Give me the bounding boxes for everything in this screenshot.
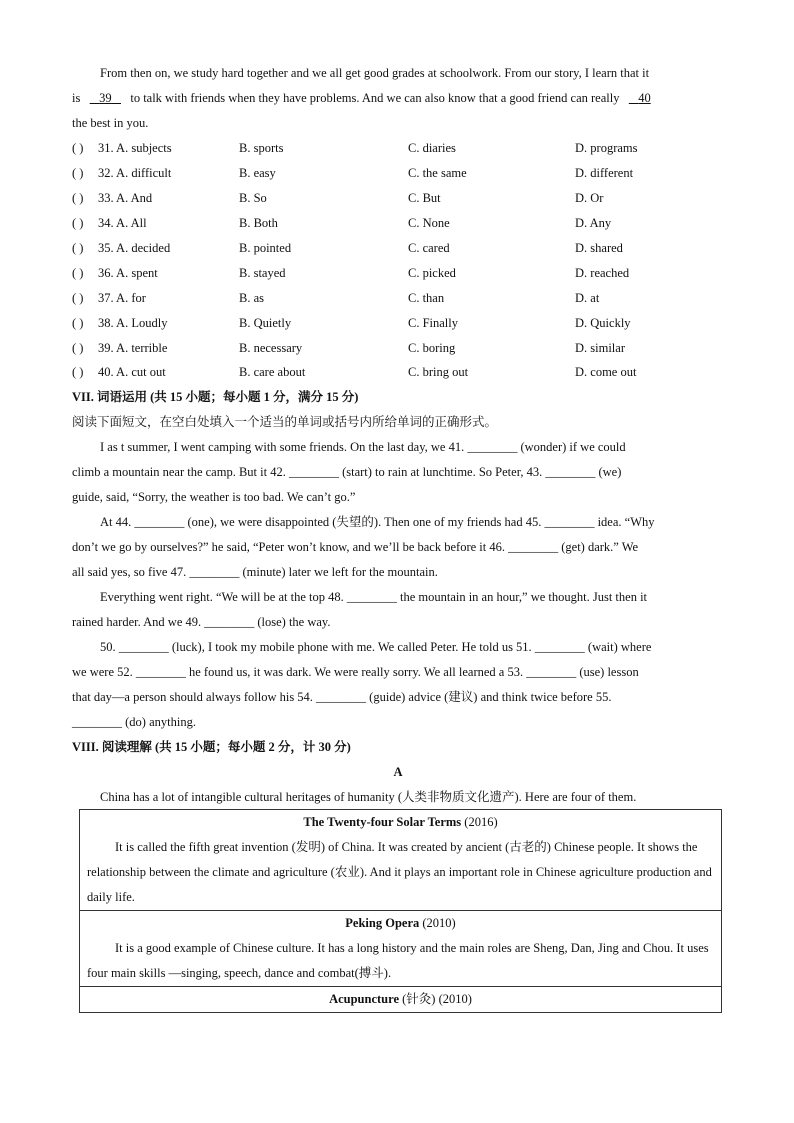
option-b: B. pointed	[239, 241, 292, 255]
option-b: B. Quietly	[239, 316, 292, 330]
option-b: B. easy	[239, 166, 276, 180]
heritage-title: Acupuncture (针灸) (2010)	[329, 992, 472, 1006]
answer-bracket[interactable]: ( )	[72, 341, 84, 355]
passage-text: to talk with friends when they have problems. And we can also know that a good friend can really	[130, 91, 620, 105]
option-d: D. Or	[575, 191, 604, 205]
option-d: D. shared	[575, 241, 623, 255]
option-c: C. But	[408, 191, 441, 205]
table-row	[80, 987, 722, 1013]
option-d: D. Any	[575, 216, 612, 230]
answer-bracket[interactable]: ( )	[72, 166, 84, 180]
heritage-text: It is a good example of Chinese culture. It has a long history and the main roles are Sheng, Dan, Jing and Chou. It uses four main skills —singing, speech, dance and combat(搏斗).	[87, 941, 709, 980]
option-c: C. cared	[408, 241, 450, 255]
option-a: 32. A. difficult	[98, 166, 172, 180]
answer-bracket[interactable]: ( )	[72, 365, 84, 379]
answer-bracket[interactable]: ( )	[72, 316, 84, 330]
option-b: B. stayed	[239, 266, 286, 280]
option-c: C. picked	[408, 266, 456, 280]
option-c: C. than	[408, 291, 445, 305]
option-b: B. necessary	[239, 341, 303, 355]
option-d: D. different	[575, 166, 634, 180]
cloze-line: guide, said, “Sorry, the weather is too bad. We can’t go.”	[72, 490, 356, 504]
cloze-line: rained harder. And we 49. ________ (lose) the way.	[72, 615, 331, 629]
option-b: B. Both	[239, 216, 278, 230]
option-b: B. So	[239, 191, 267, 205]
option-d: D. programs	[575, 141, 638, 155]
table-row	[80, 810, 722, 911]
option-a: 35. A. decided	[98, 241, 171, 255]
cloze-line: climb a mountain near the camp. But it 42. ________ (start) to rain at lunchtime. So Peter, 43. ________ (we)	[72, 465, 622, 479]
option-d: D. come out	[575, 365, 637, 379]
option-c: C. bring out	[408, 365, 469, 379]
answer-bracket[interactable]: ( )	[72, 291, 84, 305]
passage-text: is	[72, 91, 81, 105]
option-d: D. similar	[575, 341, 625, 355]
answer-bracket[interactable]: ( )	[72, 141, 84, 155]
cloze-line: we were 52. ________ he found us, it was dark. We were really sorry. We all learned a 53. ________ (use) lesson	[72, 665, 639, 679]
heritage-title: Peking Opera (2010)	[345, 916, 456, 930]
table-row	[80, 911, 722, 987]
option-a: 38. A. Loudly	[98, 316, 168, 330]
cloze-line: Everything went right. “We will be at the top 48. ________ the mountain in an hour,” we thought. Just then it	[100, 590, 648, 604]
option-c: C. boring	[408, 341, 456, 355]
option-c: C. None	[408, 216, 450, 230]
option-d: D. at	[575, 291, 600, 305]
passage-line	[72, 90, 724, 106]
heritage-cell	[80, 987, 722, 1013]
cloze-line: At 44. ________ (one), we were disappointed (失望的). Then one of my friends had 45. ________ idea. “Why	[100, 515, 655, 529]
answer-bracket[interactable]: ( )	[72, 216, 84, 230]
option-a: 39. A. terrible	[98, 341, 168, 355]
answer-bracket[interactable]: ( )	[72, 241, 84, 255]
cloze-line: 50. ________ (luck), I took my mobile phone with me. We called Peter. He told us 51. ________ (wait) where	[100, 640, 652, 654]
section-instruction: 阅读下面短文，在空白处填入一个适当的单词或括号内所给单词的正确形式。	[72, 415, 498, 429]
option-b: B. sports	[239, 141, 284, 155]
heritage-table	[79, 809, 722, 1013]
option-d: D. reached	[575, 266, 630, 280]
blank-39: 39	[99, 91, 112, 105]
option-b: B. care about	[239, 365, 306, 379]
section-heading: VII. 词语运用 (共 15 小题；每小题 1 分，满分 15 分)	[72, 390, 359, 404]
option-d: D. Quickly	[575, 316, 631, 330]
answer-bracket[interactable]: ( )	[72, 266, 84, 280]
blank-40: 40	[638, 91, 651, 105]
heritage-text: It is called the fifth great invention (发明) of China. It was created by ancient (古老的) Chinese people. It shows the relationship between the climate and agriculture (农业). And it plays an important role in Chinese agriculture production and daily life.	[87, 840, 712, 904]
cloze-line: all said yes, so five 47. ________ (minute) later we left for the mountain.	[72, 565, 438, 579]
part-label: A	[393, 765, 403, 779]
heritage-title: The Twenty-four Solar Terms (2016)	[303, 815, 498, 829]
option-a: 31. A. subjects	[98, 141, 172, 155]
option-a: 36. A. spent	[98, 266, 158, 280]
passage-line: From then on, we study hard together and we all get good grades at schoolwork. From our story, I learn that it	[100, 66, 650, 80]
option-a: 34. A. All	[98, 216, 147, 230]
option-a: 33. A. And	[98, 191, 153, 205]
heritage-cell	[80, 911, 722, 987]
cloze-line: don’t we go by ourselves?” he said, “Peter won’t know, and we’ll be back before it 46. ________ (get) dark.” We	[72, 540, 639, 554]
option-c: C. diaries	[408, 141, 456, 155]
passage-line: the best in you.	[72, 116, 149, 130]
option-a: 37. A. for	[98, 291, 146, 305]
answer-bracket[interactable]: ( )	[72, 191, 84, 205]
option-b: B. as	[239, 291, 264, 305]
cloze-line: I as t summer, I went camping with some friends. On the last day, we 41. ________ (wonder) if we could	[100, 440, 626, 454]
option-c: C. Finally	[408, 316, 459, 330]
reading-intro: China has a lot of intangible cultural heritages of humanity (人类非物质文化遗产). Here are four of them.	[100, 790, 637, 804]
cloze-line: ________ (do) anything.	[72, 715, 196, 729]
section-heading: VIII. 阅读理解 (共 15 小题；每小题 2 分，计 30 分)	[72, 740, 351, 754]
heritage-cell	[80, 810, 722, 911]
cloze-line: that day—a person should always follow his 54. ________ (guide) advice (建议) and think twice before 55.	[72, 690, 612, 704]
option-c: C. the same	[408, 166, 467, 180]
option-a: 40. A. cut out	[98, 365, 166, 379]
